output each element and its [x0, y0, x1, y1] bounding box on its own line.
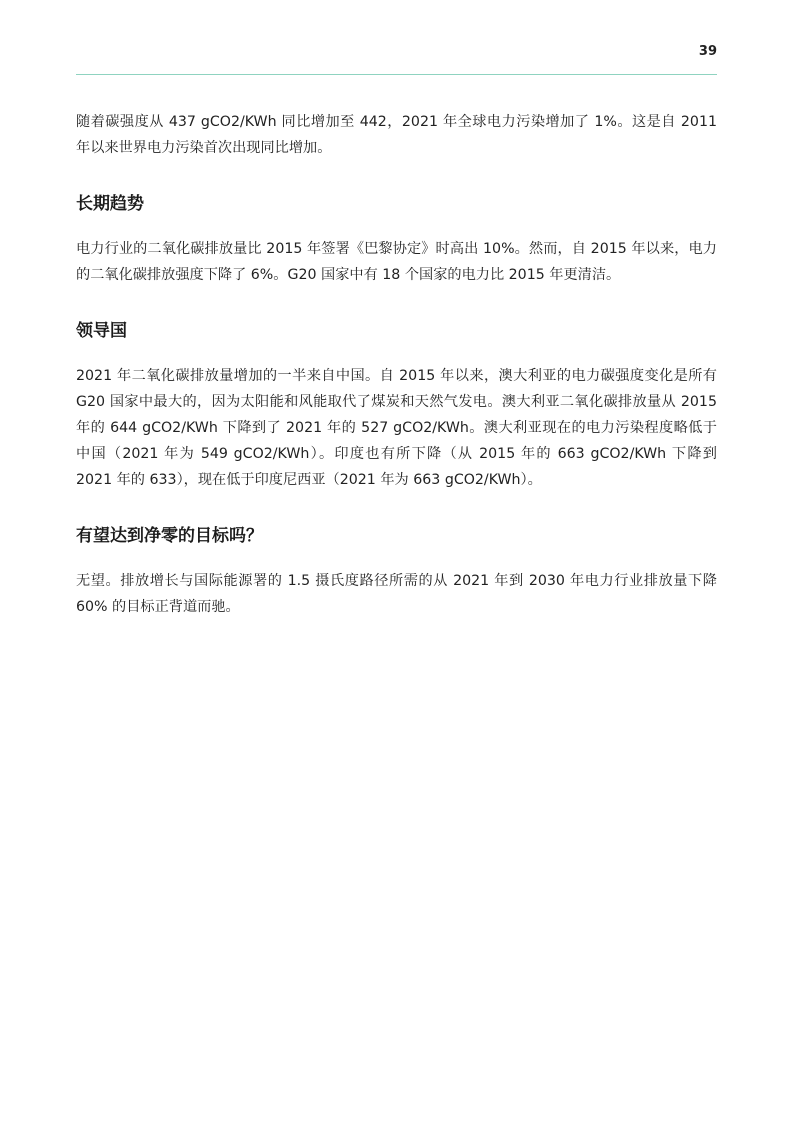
long-term-trend-heading: 长期趋势: [76, 194, 144, 214]
net-zero-paragraph: 无望。排放增长与国际能源署的 1.5 摄氏度路径所需的从 2021 年到 2030 年电力行业排放量下降 60% 的目标正背道而驰。: [76, 573, 717, 615]
leaders-paragraph: 2021 年二氧化碳排放量增加的一半来自中国。自 2015 年以来，澳大利亚的电力碳强度变化是所有 G20 国家中最大的，因为太阳能和风能取代了煤炭和天然气发电。澳大利亚二氧化碳排放量从 2015 年的 644 gCO2/KWh 下降到了 2021 年的 527 gCO2/KWh。澳大利亚现在的电力污染程度略低于中国（2021 年为 549 gCO2/KWh）。印度也有所下降（从 2015 年的 663 gCO2/KWh 下降到 2021 年的 633），现在低于印度尼西亚（2021 年为 663 gCO2/KWh）。: [76, 368, 717, 488]
net-zero-heading: 有望达到净零的目标吗？: [76, 526, 263, 546]
header-divider: [76, 74, 717, 75]
leaders-heading: 领导国: [76, 321, 127, 341]
page-content: [76, 109, 717, 620]
long-term-trend-paragraph: 电力行业的二氧化碳排放量比 2015 年签署《巴黎协定》时高出 10%。然而，自 2015 年以来，电力的二氧化碳排放强度下降了 6%。G20 国家中有 18 个国家的电力比 2015 年更清洁。: [76, 241, 717, 283]
page-number: 39: [698, 44, 717, 59]
intro-paragraph: 随着碳强度从 437 gCO2/KWh 同比增加至 442，2021 年全球电力污染增加了 1%。这是自 2011 年以来世界电力污染首次出现同比增加。: [76, 114, 717, 156]
